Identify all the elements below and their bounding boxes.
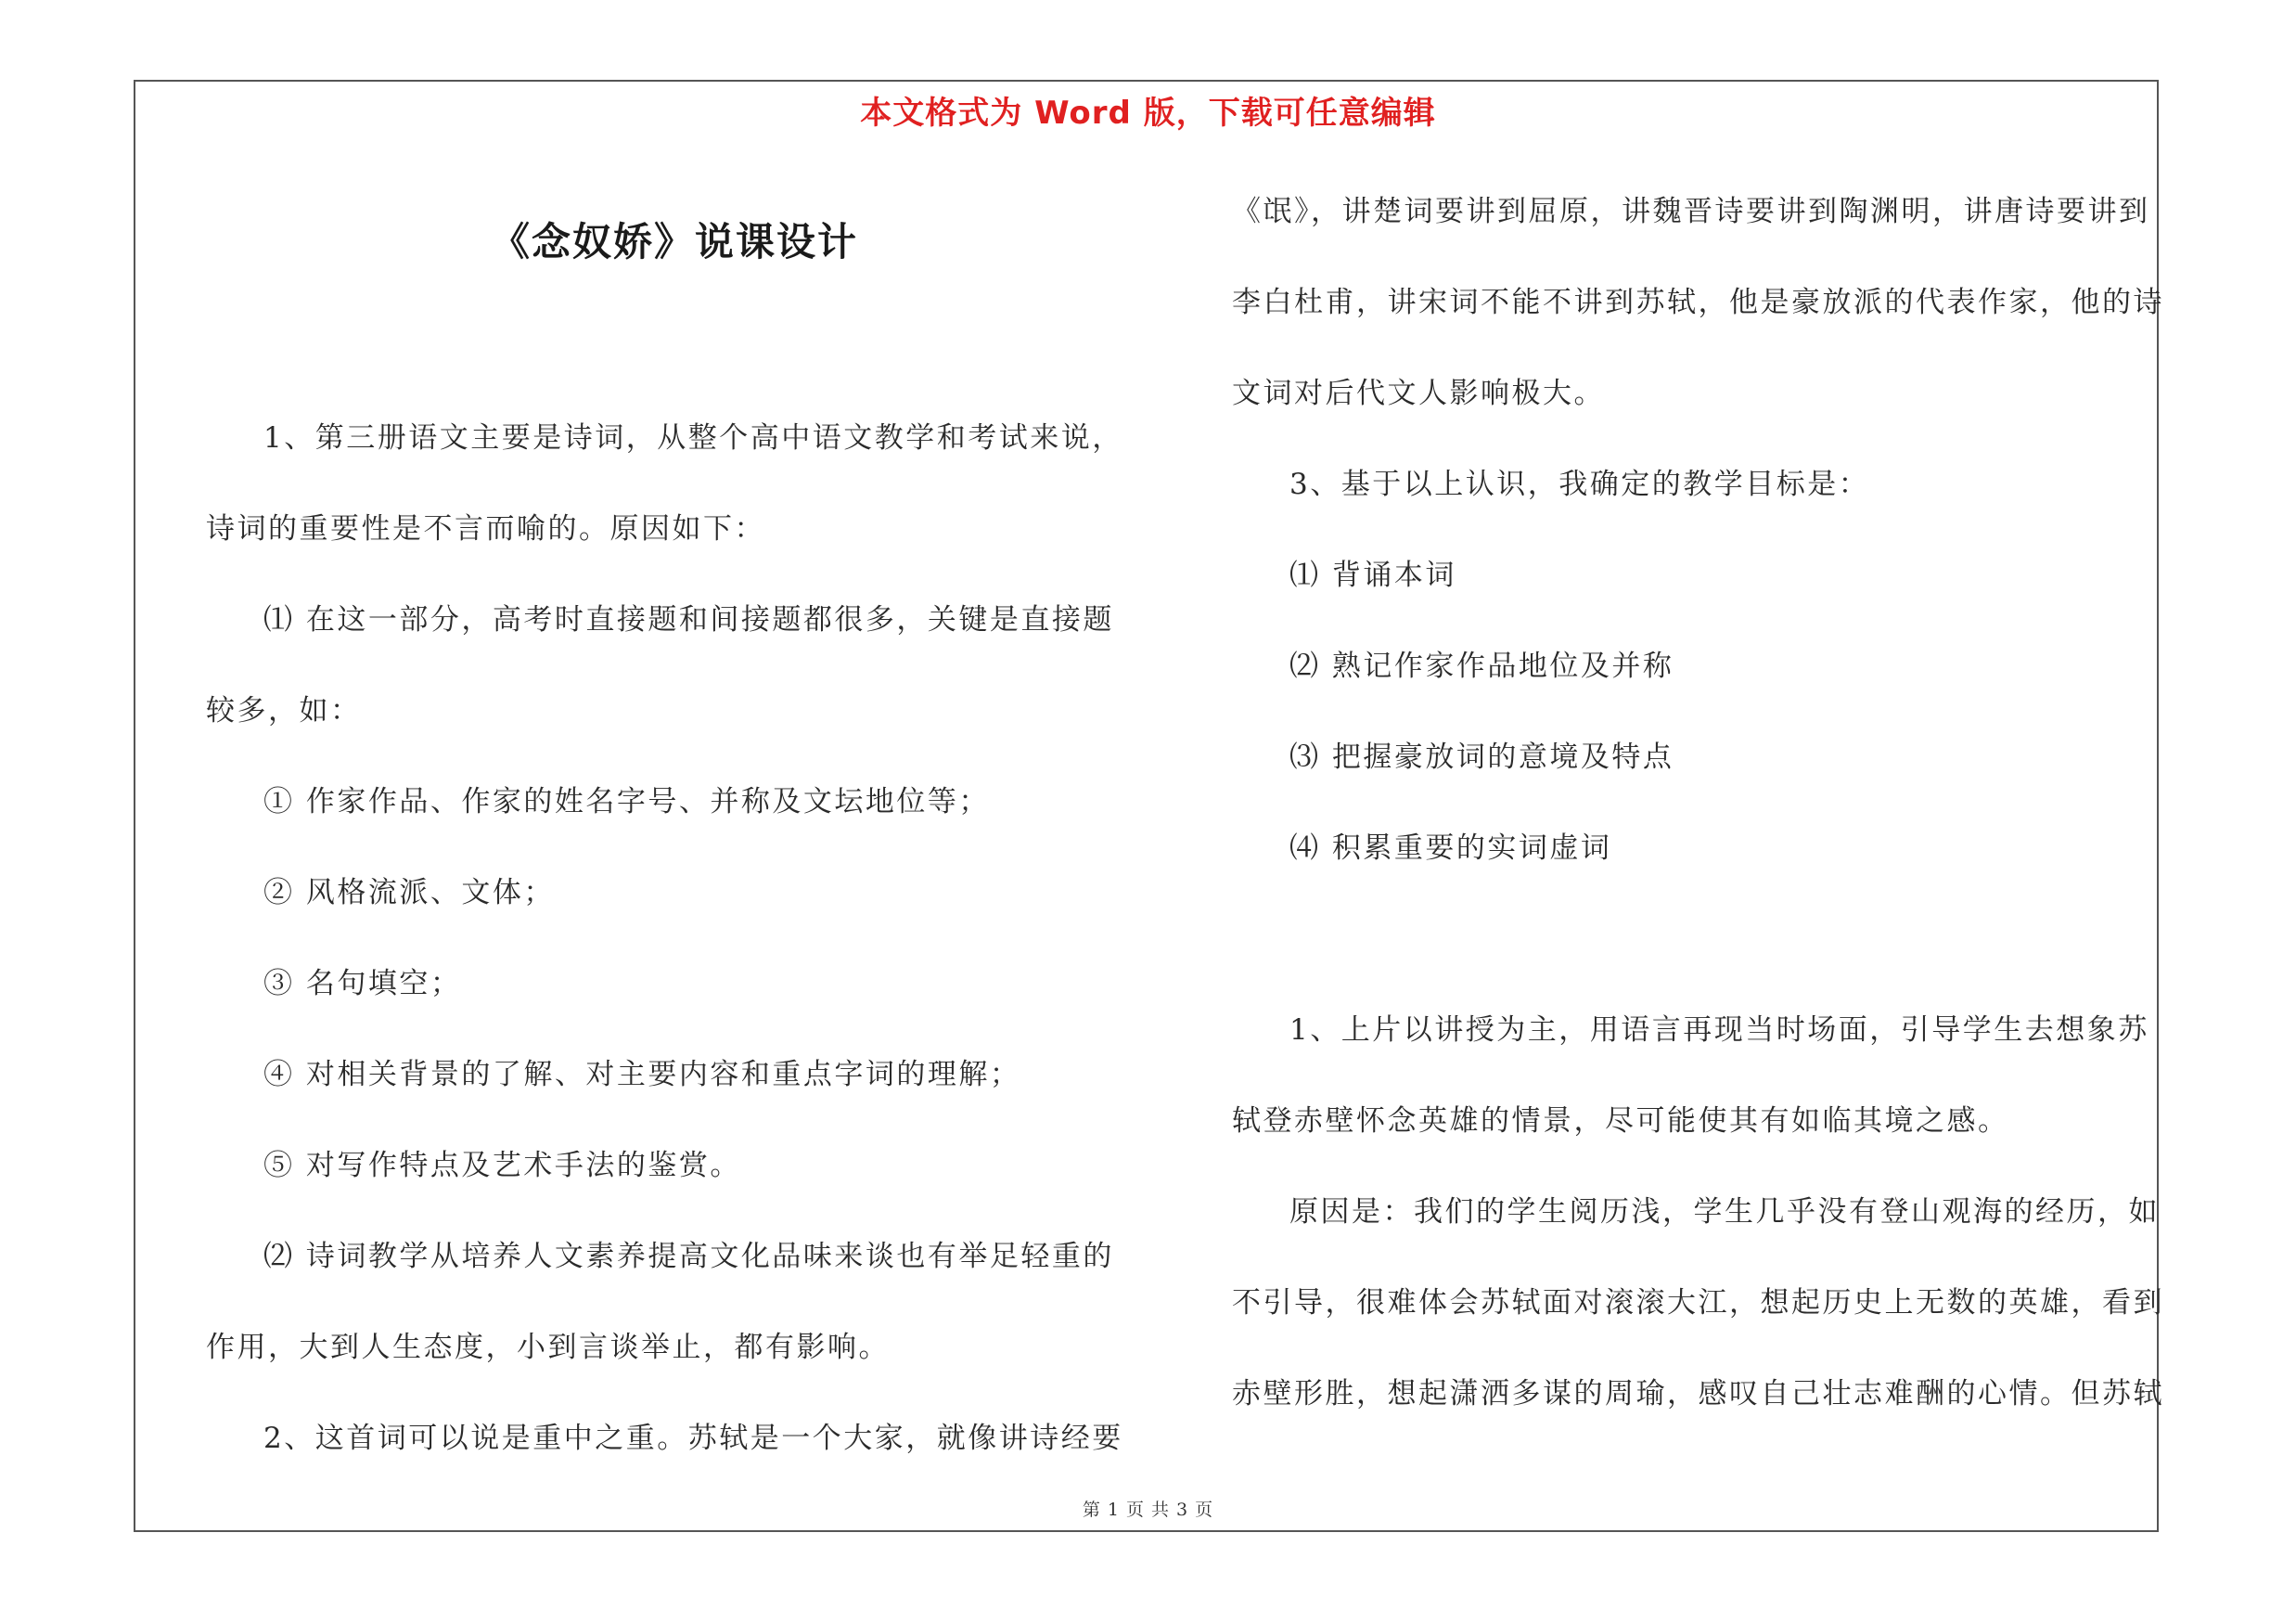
page-number-footer: 第 1 页 共 3 页 <box>1082 1500 1214 1520</box>
paragraph-line: 轼登赤壁怀念英雄的情景，尽可能使其有如临其境之感。 <box>1232 1104 2009 1138</box>
paragraph-line: 李白杜甫，讲宋词不能不讲到苏轼，他是豪放派的代表作家，他的诗 <box>1232 286 2164 319</box>
paragraph-line: 1、第三册语文主要是诗词，从整个高中语文教学和考试来说， <box>263 421 1123 455</box>
paragraph-line: 诗词的重要性是不言而喻的。原因如下： <box>206 512 765 546</box>
paragraph-line: 《氓》，讲楚词要讲到屈原，讲魏晋诗要讲到陶渊明，讲唐诗要讲到 <box>1232 195 2150 228</box>
word-format-banner: 本文格式为 Word 版，下载可任意编辑 <box>860 95 1436 132</box>
list-item: ⑶ 把握豪放词的意境及特点 <box>1289 741 1674 774</box>
list-item: ③ 名句填空； <box>263 967 462 1000</box>
list-item: ⑴ 背诵本词 <box>1289 559 1456 592</box>
list-item: ⑵ 熟记作家作品地位及并称 <box>1289 650 1674 683</box>
paragraph-line: 赤壁形胜，想起潇洒多谋的周瑜，感叹自己壮志难酬的心情。但苏轼 <box>1232 1377 2164 1410</box>
paragraph-line: 2、这首词可以说是重中之重。苏轼是一个大家，就像讲诗经要 <box>263 1422 1123 1455</box>
paragraph-line: 1、上片以讲授为主，用语言再现当时场面，引导学生去想象苏 <box>1289 1013 2149 1047</box>
document-title: 《念奴娇》说课设计 <box>490 219 858 264</box>
list-item: ④ 对相关背景的了解、对主要内容和重点字词的理解； <box>263 1058 1021 1091</box>
paragraph-line: 文词对后代文人影响极大。 <box>1232 377 1605 410</box>
paragraph-line: 原因是：我们的学生阅历浅，学生几乎没有登山观海的经历，如 <box>1289 1195 2160 1229</box>
paragraph-line: 较多，如： <box>206 694 362 728</box>
list-item: ⑤ 对写作特点及艺术手法的鉴赏。 <box>263 1149 741 1182</box>
paragraph-line: ⑵ 诗词教学从培养人文素养提高文化品味来谈也有举足轻重的 <box>263 1240 1114 1273</box>
list-item: ⑷ 积累重要的实词虚词 <box>1289 831 1612 865</box>
paragraph-line: 不引导，很难体会苏轼面对滚滚大江，想起历史上无数的英雄，看到 <box>1232 1286 2164 1320</box>
paragraph-line: 作用，大到人生态度，小到言谈举止，都有影响。 <box>206 1331 890 1364</box>
list-item: ② 风格流派、文体； <box>263 876 555 909</box>
paragraph-line: 3、基于以上认识，我确定的教学目标是： <box>1289 468 1870 501</box>
paragraph-line: ⑴ 在这一部分，高考时直接题和间接题都很多，关键是直接题 <box>263 603 1114 637</box>
list-item: ① 作家作品、作家的姓名字号、并称及文坛地位等； <box>263 785 990 818</box>
